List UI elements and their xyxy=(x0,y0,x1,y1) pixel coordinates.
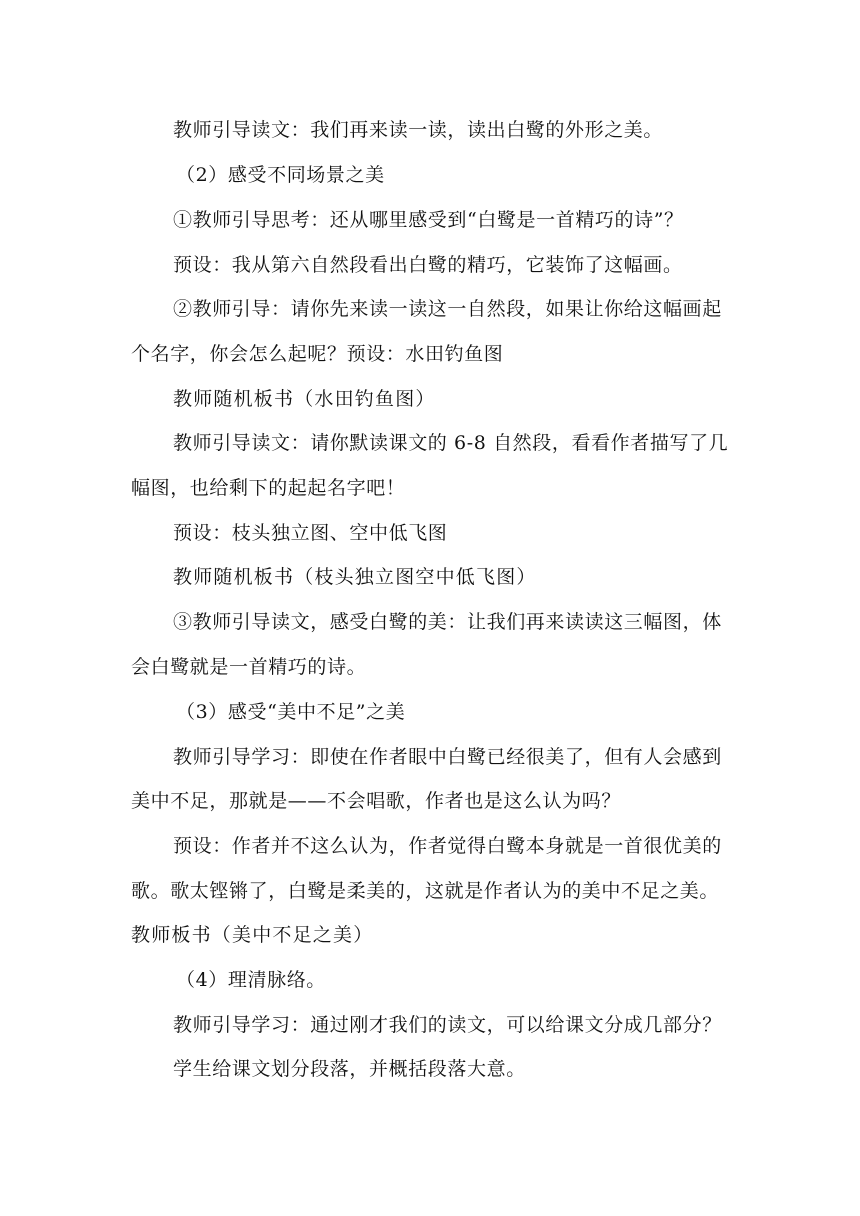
paragraph-line-10: 预设：枝头独立图、空中低飞图 xyxy=(173,522,448,544)
paragraph-line-18: 歌。歌太铿锵了，白鹭是柔美的，这就是作者认为的美中不足之美。 xyxy=(131,880,720,902)
paragraph-line-1: 教师引导读文：我们再来读一读，读出白鹭的外形之美。 xyxy=(173,119,664,141)
section-heading-3: （3）感受“美中不足”之美 xyxy=(176,701,406,723)
section-heading-4: （4）理清脉络。 xyxy=(176,969,326,991)
paragraph-line-4: 预设：我从第六自然段看出白鹭的精巧，它装饰了这幅画。 xyxy=(173,254,683,276)
paragraph-line-17: 预设：作者并不这么认为，作者觉得白鹭本身就是一首很优美的 xyxy=(173,835,722,857)
paragraph-line-21: 教师引导学习：通过刚才我们的读文，可以给课文分成几部分？ xyxy=(173,1014,722,1036)
paragraph-line-9: 幅图，也给剩下的起起名字吧！ xyxy=(131,477,406,499)
paragraph-line-5: ②教师引导：请你先来读一读这一自然段，如果让你给这幅画起 xyxy=(173,298,722,320)
board-writing-1: 教师随机板书（水田钓鱼图） xyxy=(173,388,436,410)
paragraph-line-22: 学生给课文划分段落，并概括段落大意。 xyxy=(173,1058,526,1080)
paragraph-line-15: 教师引导学习：即使在作者眼中白鹭已经很美了，但有人会感到 xyxy=(173,746,722,768)
paragraph-line-3: ①教师引导思考：还从哪里感受到“白鹭是一首精巧的诗”？ xyxy=(173,209,684,231)
paragraph-line-12: ③教师引导读文，感受白鹭的美：让我们再来读读这三幅图，体 xyxy=(173,611,722,633)
section-heading-2: （2）感受不同场景之美 xyxy=(176,164,385,186)
board-writing-3: 教师板书（美中不足之美） xyxy=(131,924,374,946)
paragraph-line-8: 教师引导读文：请你默读课文的 6-8 自然段，看看作者描写了几 xyxy=(173,432,729,454)
paragraph-line-13: 会白鹭就是一首精巧的诗。 xyxy=(131,656,367,678)
paragraph-line-16: 美中不足，那就是——不会唱歌，作者也是这么认为吗？ xyxy=(131,790,622,812)
paragraph-line-6: 个名字，你会怎么起呢？预设：水田钓鱼图 xyxy=(131,343,504,365)
board-writing-2: 教师随机板书（枝头独立图空中低飞图） xyxy=(173,566,537,588)
